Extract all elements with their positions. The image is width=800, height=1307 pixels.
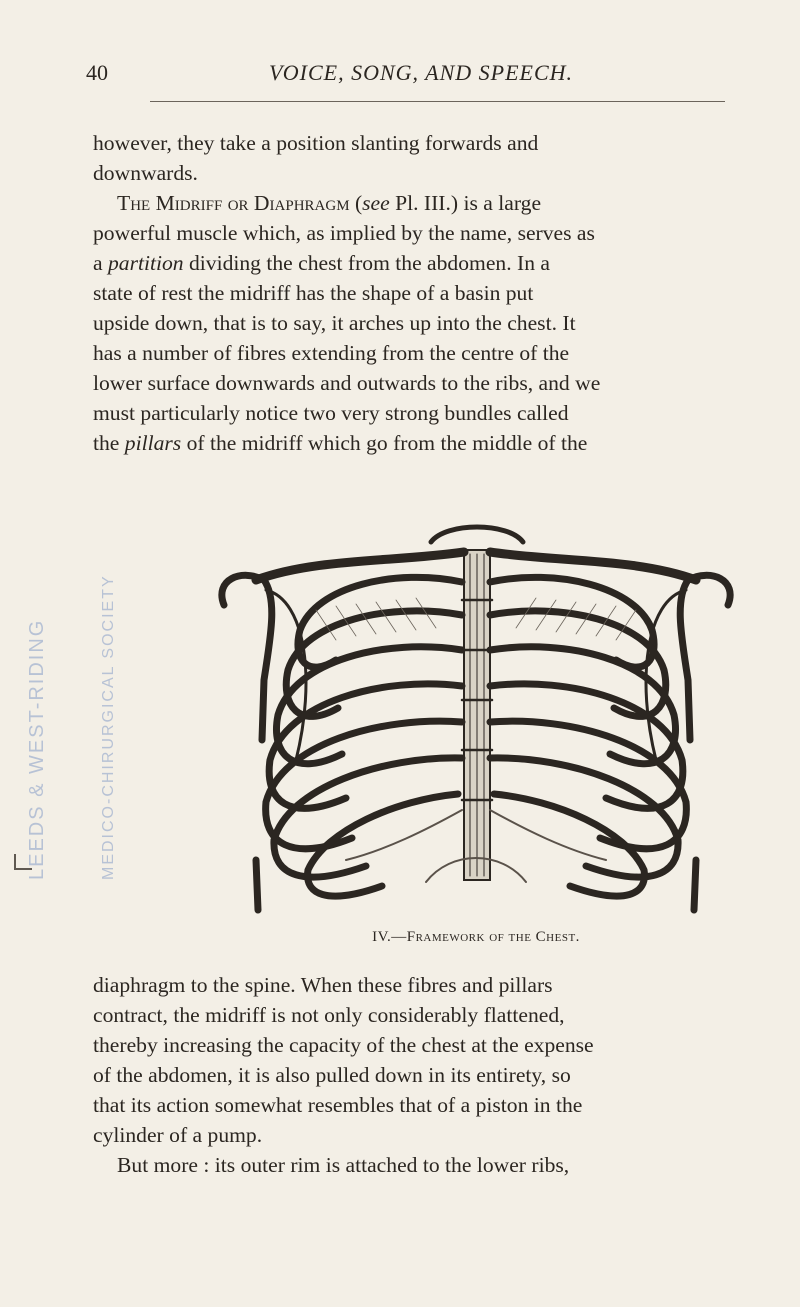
- text-line: of the abdomen, it is also pulled down in its entirety, so: [93, 1063, 571, 1087]
- term-pillars: pillars: [124, 431, 182, 455]
- text-line: state of rest the midriff has the shape of a basin put: [93, 281, 534, 305]
- text-line: upside down, that is to say, it arches up into the chest. It: [93, 311, 576, 335]
- text-fragment: of the midriff which go from the middle of the: [181, 431, 588, 455]
- running-head: [86, 60, 726, 96]
- term-partition: partition: [107, 251, 184, 275]
- page-number: 40: [86, 60, 108, 85]
- text-block-top: [93, 128, 733, 458]
- text-fragment: dividing the chest from the abdomen. In a: [183, 251, 550, 275]
- library-stamp: [4, 560, 124, 890]
- section-lead: The Midriff or Diaphragm: [117, 191, 350, 215]
- text-fragment: a: [93, 251, 108, 275]
- paragraph-midriff: [93, 188, 733, 458]
- text-line: downwards.: [93, 161, 198, 185]
- text-block-bottom: [93, 970, 733, 1180]
- text-line: however, they take a position slanting forwards and: [93, 131, 539, 155]
- text-line: cylinder of a pump.: [93, 1123, 263, 1147]
- paragraph-continuation: [93, 128, 733, 188]
- text-line: contract, the midriff is not only considerably flattened,: [93, 1003, 565, 1027]
- text-fragment: the: [93, 431, 125, 455]
- stamp-line-1: LEEDS & WEST-RIDING: [26, 618, 48, 880]
- see-reference: see: [362, 191, 390, 215]
- paragraph-outer-rim: [93, 1150, 733, 1180]
- text-line: powerful muscle which, as implied by the name, serves as: [93, 221, 595, 245]
- text-line: But more : its outer rim is attached to the lower ribs,: [117, 1153, 570, 1177]
- stamp-corner-mark: [14, 854, 32, 870]
- text-line: diaphragm to the spine. When these fibres and pillars: [93, 973, 553, 997]
- running-title: VOICE, SONG, AND SPEECH.: [268, 60, 574, 85]
- figure-number: IV.—: [372, 929, 407, 945]
- figure-caption: [196, 929, 756, 946]
- figure-title: Framework of the Chest.: [406, 929, 580, 945]
- text-fragment: (: [349, 191, 363, 215]
- paragraph-diaphragm: [93, 970, 733, 1150]
- text-line: thereby increasing the capacity of the chest at the expense: [93, 1033, 594, 1057]
- rib-cage-engraving: [196, 510, 756, 920]
- stamp-line-2: MEDICO-CHIRURGICAL SOCIETY: [100, 574, 117, 880]
- text-line: has a number of fibres extending from the centre of the: [93, 341, 570, 365]
- text-line: that its action somewhat resembles that of a piston in the: [93, 1093, 583, 1117]
- text-fragment: Pl. III.) is a large: [389, 191, 542, 215]
- header-rule: [150, 101, 725, 102]
- chest-illustration: [196, 510, 756, 920]
- text-line: must particularly notice two very strong bundles called: [93, 401, 569, 425]
- text-line: lower surface downwards and outwards to the ribs, and we: [93, 371, 601, 395]
